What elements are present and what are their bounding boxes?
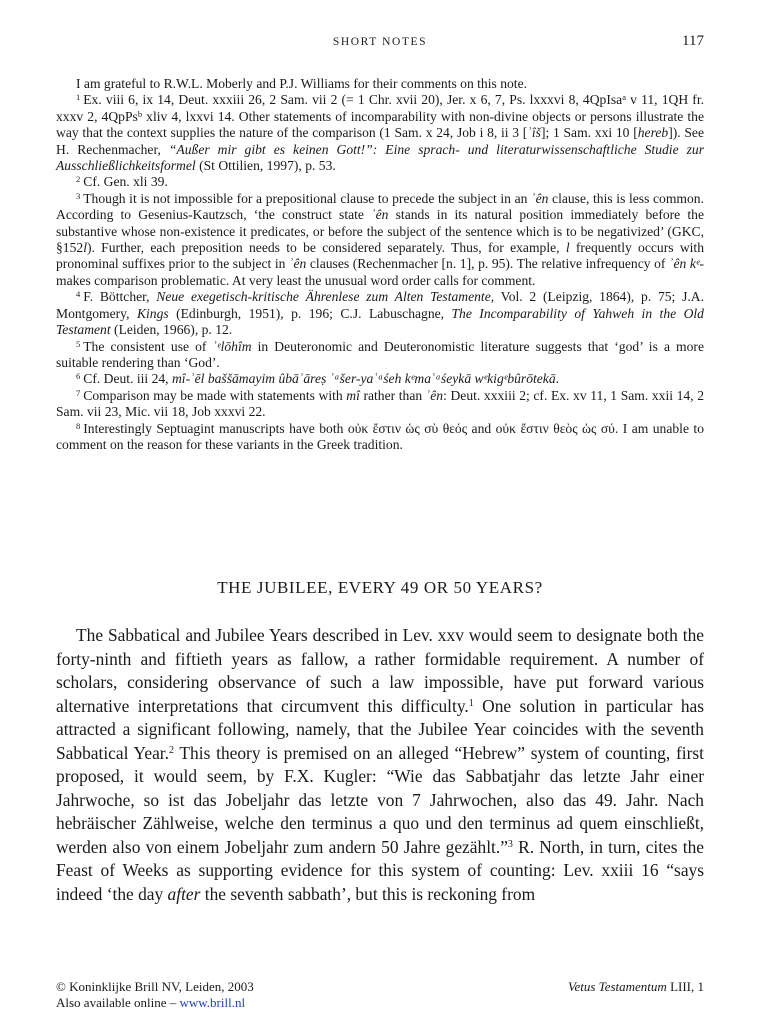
greek-phrase: οὐκ ἔστιν θεὸς ὡς σύ [495, 420, 615, 436]
running-title: SHORT NOTES [332, 36, 428, 48]
article-body [56, 624, 704, 906]
footnote-number: 4 [76, 289, 81, 300]
running-head [56, 33, 704, 53]
footnote-4: $^4$ F. Böttcher, Neue exegetisch-kritische Ährenlese zum Alten Testamente, Vol. 2 (Leipzig, 1864), p. 75; J.A. Montgomery, Kings (Edinburgh, 1951), p. 196; C.J. Labuschagne, The Incomparability of Yahweh in the Old Testament (Leiden, 1966), p. 12. [56, 289, 704, 338]
footnote-number: 8 [76, 420, 81, 431]
footnote-number: 1 [76, 92, 81, 103]
footer-left [56, 979, 254, 1011]
footnote-number: 3 [76, 190, 81, 201]
footnote-number: 6 [76, 371, 81, 382]
greek-phrase: οὐκ ἔστιν ὡς σὺ θεός [347, 420, 468, 436]
brill-link[interactable]: www.brill.nl [179, 995, 246, 1010]
footnote-5: $^5$ The consistent use of ʾᵉlōhîm in Deuteronomic and Deuteronomistic literature suggests that ‘god’ is a more suitable rendering than ‘God’. [56, 338, 704, 370]
page-number: 117 [682, 33, 704, 49]
footnote-ref[interactable]: 1 [468, 697, 474, 709]
footnote-number: 7 [76, 387, 81, 398]
footnote-8: $^8$ Interestingly Septuagint manuscripts have both οὐκ ἔστιν ὡς σὺ θεός and οὐκ ἔστιν θεὸς ὡς σύ. I am unable to comment on the reason for these variants in the Greek tradition. [56, 420, 704, 452]
footnote-ref[interactable]: 2 [168, 744, 174, 756]
footnote-number: 5 [76, 338, 81, 349]
footnote-3: $^3$ Though it is not impossible for a prepositional clause to precede the subject in an ʾên clause, this is less common. According to Gesenius-Kautzsch, ‘the construct state ʾên stands in its natural position immediately before the substantive whose non-existence it predicates, or before the subject of the sentence which is to be negativized’ (GKC, §152l). Further, each preposition needs to be considered separately. Thus, for example, l frequently occurs with pronominal suffixes prior to the subject in ʾên clauses (Rechenmacher [n. 1], p. 95). The relative infrequency of ʾên kᵉ- makes comparison problematic. At very least the unusual word order calls for comment. [56, 190, 704, 288]
body-paragraph: The Sabbatical and Jubilee Years described in Lev. xxv would seem to designate both the forty-ninth and fiftieth years as fallow, a rather formidable requirement. A number of scholars, considering observance of such a law impossible, have put forward various alternative interpretations that circumvent this difficulty.$^1$ One solution in particular has attracted a significant following, namely, that the Jubilee Year coincides with the seventh Sabbatical Year.$^2$ This theory is premised on an alleged “Hebrew” system of counting, first proposed, it would seem, by F.X. Kugler: “Wie das Sabbatjahr das letzte Jahr einer Jahrwoche, so ist das Jobeljahr das letzte von 7 Jahrwochen, also das 49. Jahr. Nach hebräischer Zählweise, welche den terminus a quo und den terminus ad quem einschließt, werden also von einem Jobeljahr zum andern 50 Jahre gezählt.”$^3$ R. North, in turn, cites the Feast of Weeks as supporting evidence for this system of counting: Lev. xxiii 16 “says indeed ‘the day after the seventh sabbath’, but this is reckoning from [56, 625, 704, 904]
footnote-ref[interactable]: 3 [507, 838, 513, 850]
footnote-7: $^7$ Comparison may be made with statements with mî rather than ʾên: Deut. xxxiii 2; cf. Ex. xv 11, 1 Sam. xxii 14, 2 Sam. vii 23, Mic. vii 18, Job xxxvi 22. [56, 387, 704, 420]
journal-title: Vetus Testamentum [567, 979, 667, 994]
footnote-2: $^2$ Cf. Gen. xli 39. [76, 174, 168, 190]
journal-volume: LIII, 1 [666, 979, 704, 994]
page [56, 0, 704, 1024]
online-line: Also available online – www.brill.nl [56, 995, 246, 1010]
article-title: THE JUBILEE, EVERY 49 OR 50 YEARS? [217, 578, 543, 597]
footnote-6: $^6$ Cf. Deut. iii 24, mî-ʾēl baššāmayim ûbāʾāreṣ ʾᵃšer-yaʿᵃśeh kᵉmaʿᵃśeykā wᵉkigᵉbûrōtekā. [76, 371, 560, 387]
footnote-number: 2 [76, 174, 81, 185]
copyright-line: © Koninklijke Brill NV, Leiden, 2003 [56, 979, 254, 994]
acknowledgement: I am grateful to R.W.L. Moberly and P.J. Williams for their comments on this note. [76, 76, 528, 91]
notes-section [56, 76, 704, 453]
footer-right [568, 979, 704, 995]
footnote-1: $^1$ Ex. viii 6, ix 14, Deut. xxxiii 26, 2 Sam. vii 2 (= 1 Chr. xvii 20), Jer. x 6, 7, Ps. lxxxvi 8, 4QpIsa$^a$ v 11, 1QH fr. xxxv 2, 4QpPs$^b$ xliv 4, lxxvi 14. Other statements of incomparability with non-divine objects or persons illustrate the way that the context supplies the nature of the comparison (1 Sam. x 24, Job i 8, ii 3 [ʾîš]; 1 Sam. xxi 10 [hereb]). See H. Rechenmacher, “Außer mir gibt es keinen Gott!”: Eine sprach- und literaturwissenschaftliche Studie zur Ausschließlichkeitsformel (St Ottilien, 1997), p. 53. [56, 92, 704, 174]
